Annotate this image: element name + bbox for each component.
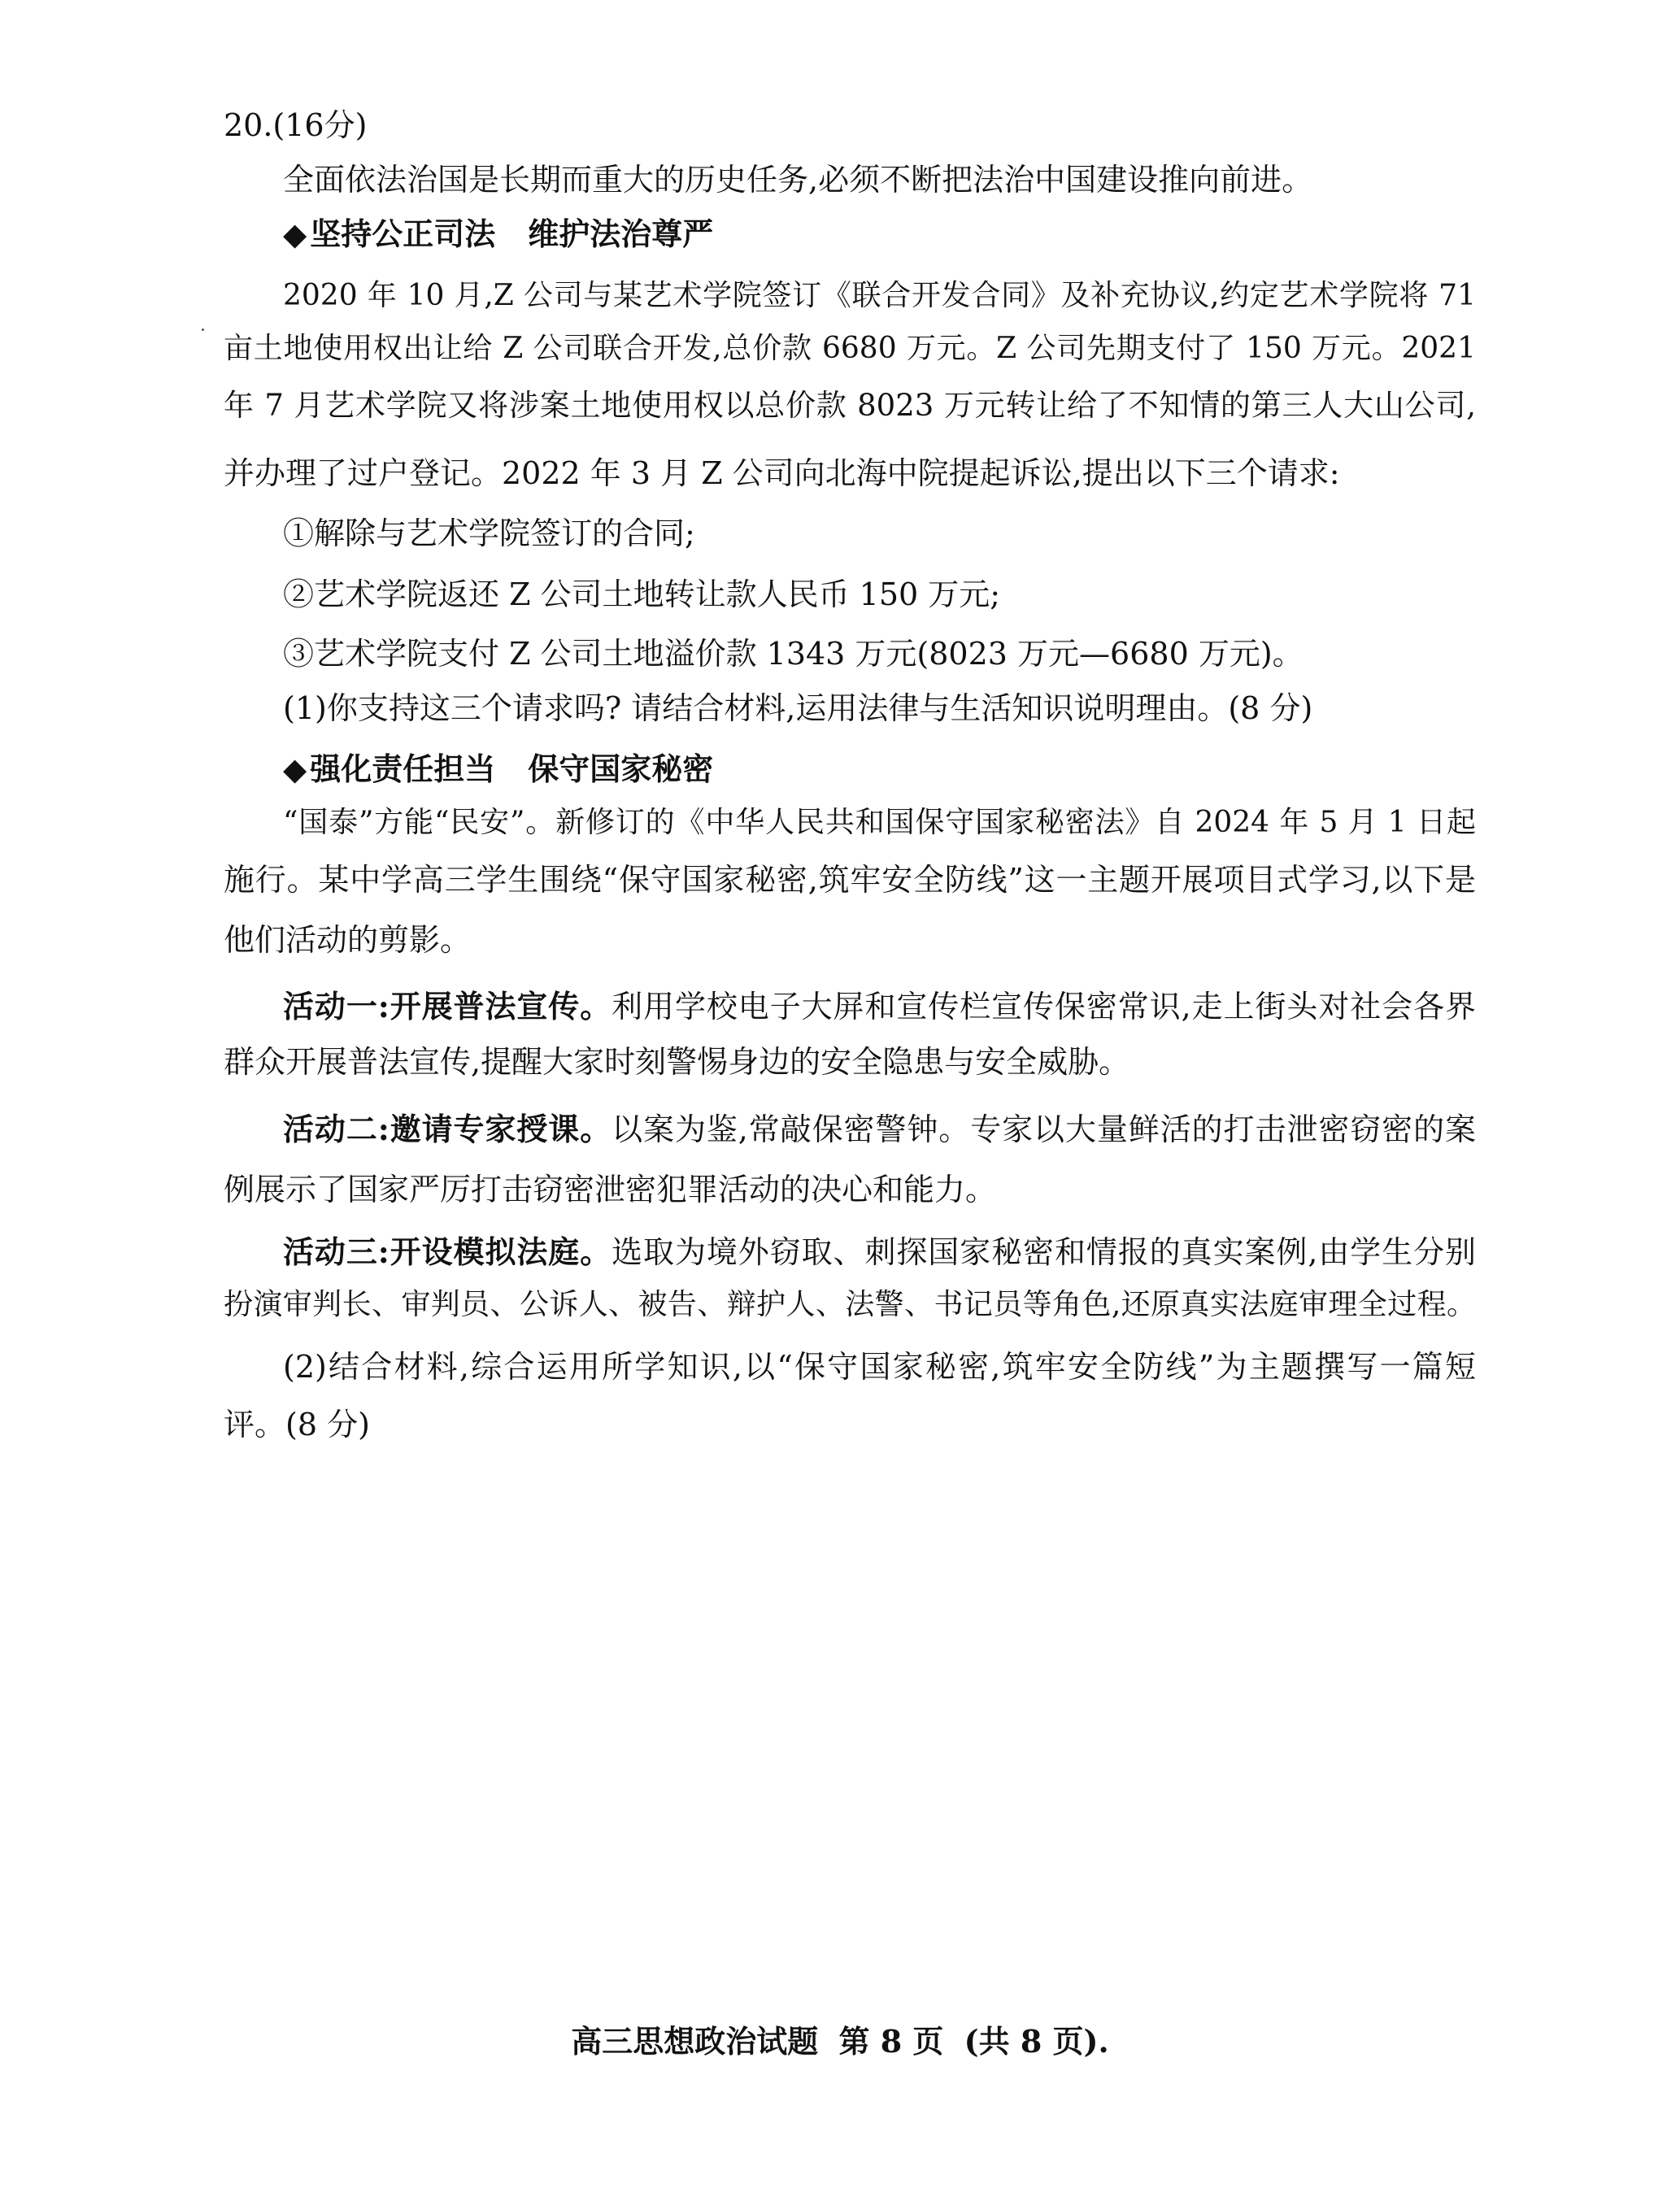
activity-3-text: 选取为境外窃取、刺探国家秘密和情报的真实案例,由学生分别 — [612, 1234, 1476, 1270]
request-1: ①解除与艺术学院签订的合同; — [283, 515, 695, 551]
page-footer — [0, 2016, 1680, 2061]
activity-2-text: 以案为鉴,常敲保密警钟。专家以大量鲜活的打击泄密窃密的案 — [612, 1111, 1476, 1147]
section1-para-line-3: 年 7 月艺术学院又将涉案土地使用权以总价款 8023 万元转让给了不知情的第三人大山公司, — [224, 388, 1476, 423]
activity-2-line-2: 例展示了国家严厉打击窃密泄密犯罪活动的决心和能力。 — [224, 1172, 997, 1207]
question-intro: 全面依法治国是长期而重大的历史任务,必须不断把法治中国建设推向前进。 — [283, 162, 1313, 198]
footer-subject: 高三思想政治试题 — [571, 2023, 819, 2060]
activity-1-label: 活动一:开展普法宣传。 — [283, 988, 612, 1024]
section2-title-a: 强化责任担当 — [310, 750, 496, 787]
diamond-bullet-icon: ◆ — [283, 215, 307, 252]
activity-3-label: 活动三:开设模拟法庭。 — [283, 1233, 612, 1270]
sub-question-2-line-1: (2)结合材料,综合运用所学知识,以“保守国家秘密,筑牢安全防线”为主题撰写一篇短 — [283, 1349, 1476, 1385]
sub-question-2-line-2: 评。(8 分) — [224, 1407, 370, 1442]
section1-para-line-1: 2020 年 10 月,Z 公司与某艺术学院签订《联合开发合同》及补充协议,约定艺术学院将 71 — [283, 279, 1476, 312]
sub-question-1: (1)你支持这三个请求吗? 请结合材料,运用法律与生活知识说明理由。(8 分) — [283, 690, 1313, 726]
section2-para-line-2: 施行。某中学高三学生围绕“保守国家秘密,筑牢安全防线”这一主题开展项目式学习,以下是 — [224, 862, 1476, 898]
activity-2-label: 活动二:邀请专家授课。 — [283, 1111, 612, 1147]
activity-1-text: 利用学校电子大屏和宣传栏宣传保密常识,走上街头对社会各界 — [612, 989, 1476, 1024]
section1-title-b: 维护法治尊严 — [528, 215, 714, 252]
section2-title-b: 保守国家秘密 — [528, 750, 714, 787]
section2-para-line-3: 他们活动的剪影。 — [224, 922, 472, 958]
activity-1-line-2: 群众开展普法宣传,提醒大家时刻警惕身边的安全隐患与安全威胁。 — [224, 1044, 1130, 1080]
footer-page-number: 第 8 页 — [838, 2023, 944, 2060]
section1-para-line-4: 并办理了过户登记。2022 年 3 月 Z 公司向北海中院提起诉讼,提出以下三个请求: — [224, 455, 1340, 491]
question-number: 20.(16分) — [224, 107, 368, 143]
section1-heading — [283, 215, 1476, 252]
diamond-bullet-icon: ◆ — [283, 750, 307, 787]
section1-title-a: 坚持公正司法 — [310, 215, 496, 252]
request-3: ③艺术学院支付 Z 公司土地溢价款 1343 万元(8023 万元—6680 万元)。 — [283, 636, 1304, 672]
footer-total-pages: (共 8 页). — [964, 2023, 1109, 2060]
section2-para-line-1: “国泰”方能“民安”。新修订的《中华人民共和国保守国家秘密法》自 2024 年 5 月 1 日起 — [283, 806, 1476, 839]
activity-2-line-1 — [283, 1111, 1476, 1147]
section1-para-line-2: 亩土地使用权出让给 Z 公司联合开发,总价款 6680 万元。Z 公司先期支付了 150 万元。2021 — [224, 332, 1476, 365]
section2-heading — [283, 750, 1476, 787]
activity-3-line-1 — [283, 1233, 1476, 1270]
request-2: ②艺术学院返还 Z 公司土地转让款人民币 150 万元; — [283, 576, 1001, 612]
scan-speck — [202, 328, 204, 331]
activity-1-line-1 — [283, 988, 1476, 1024]
activity-3-line-2: 扮演审判长、审判员、公诉人、被告、辩护人、法警、书记员等角色,还原真实法庭审理全过程。 — [224, 1288, 1476, 1321]
